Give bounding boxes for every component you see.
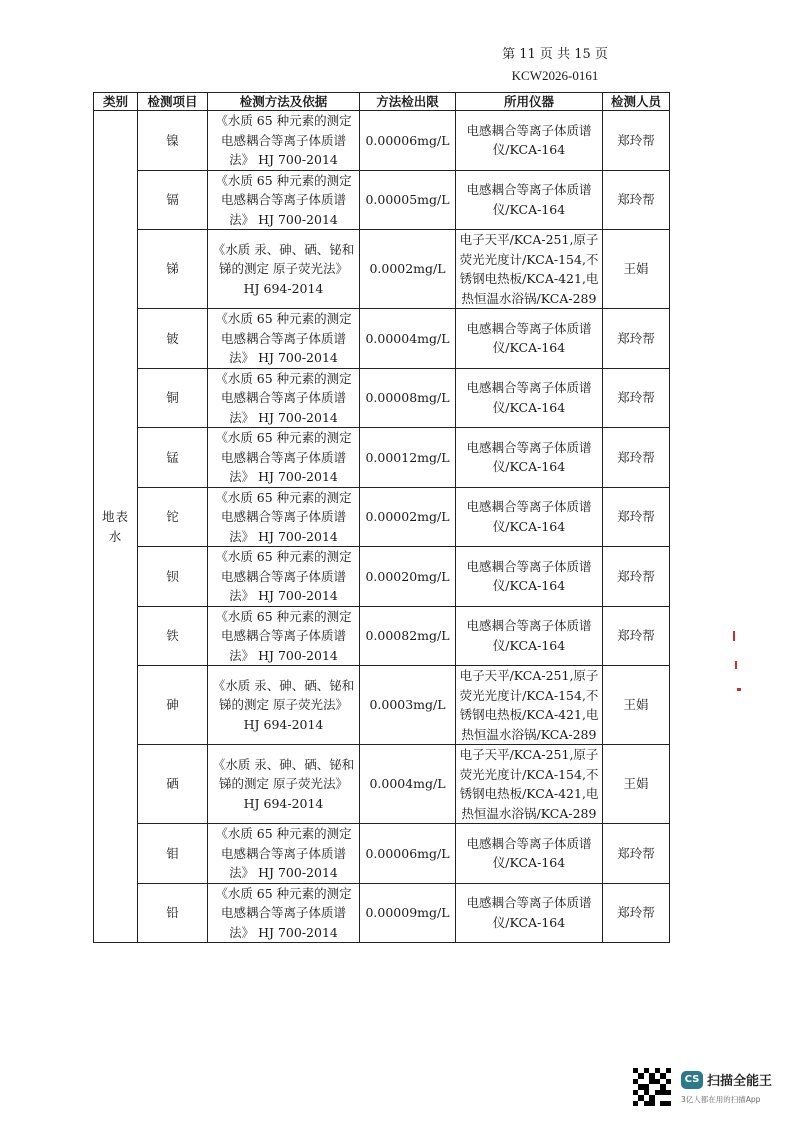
tester-cell: 郑玲帮 [603, 606, 670, 666]
instrument-cell: 电感耦合等离子体质谱仪/KCA-164 [456, 547, 603, 607]
instrument-cell: 电感耦合等离子体质谱仪/KCA-164 [456, 606, 603, 666]
camscanner-watermark [633, 1066, 783, 1110]
method-cell: 《水质 65 种元素的测定电感耦合等离子体质谱法》 HJ 700-2014 [208, 606, 360, 666]
cs-logo-icon: CS [681, 1071, 703, 1089]
item-cell: 铅 [138, 883, 208, 943]
item-cell: 铜 [138, 368, 208, 428]
instrument-cell: 电感耦合等离子体质谱仪/KCA-164 [456, 487, 603, 547]
table-row [94, 309, 670, 369]
item-cell: 铍 [138, 309, 208, 369]
limit-cell: 0.0004mg/L [360, 745, 456, 824]
method-cell: 《水质 65 种元素的测定电感耦合等离子体质谱法》 HJ 700-2014 [208, 824, 360, 884]
table-row [94, 606, 670, 666]
instrument-cell: 电感耦合等离子体质谱仪/KCA-164 [456, 824, 603, 884]
tester-cell: 王娟 [603, 666, 670, 745]
limit-cell: 0.00012mg/L [360, 428, 456, 488]
method-cell: 《水质 汞、砷、硒、铋和锑的测定 原子荧光法》 HJ 694-2014 [208, 230, 360, 309]
method-cell: 《水质 65 种元素的测定电感耦合等离子体质谱法》 HJ 700-2014 [208, 883, 360, 943]
col-header-item: 检测项目 [138, 93, 208, 111]
instrument-cell: 电子天平/KCA-251,原子荧光光度计/KCA-154,不锈钢电热板/KCA-421,电热恒温水浴锅/KCA-289 [456, 745, 603, 824]
limit-cell: 0.0003mg/L [360, 666, 456, 745]
tester-cell: 郑玲帮 [603, 428, 670, 488]
item-cell: 锑 [138, 230, 208, 309]
item-cell: 硒 [138, 745, 208, 824]
table-row [94, 428, 670, 488]
method-cell: 《水质 65 种元素的测定电感耦合等离子体质谱法》 HJ 700-2014 [208, 428, 360, 488]
col-header-instrument: 所用仪器 [456, 93, 603, 111]
table-row [94, 883, 670, 943]
item-cell: 砷 [138, 666, 208, 745]
qr-code-icon [633, 1068, 671, 1106]
tester-cell: 郑玲帮 [603, 170, 670, 230]
table-row [94, 824, 670, 884]
limit-cell: 0.0002mg/L [360, 230, 456, 309]
method-cell: 《水质 65 种元素的测定电感耦合等离子体质谱法》 HJ 700-2014 [208, 170, 360, 230]
table-row [94, 230, 670, 309]
col-header-method: 检测方法及依据 [208, 93, 360, 111]
limit-cell: 0.00006mg/L [360, 111, 456, 171]
item-cell: 镍 [138, 111, 208, 171]
item-cell: 铁 [138, 606, 208, 666]
limit-cell: 0.00009mg/L [360, 883, 456, 943]
report-code: KCW2026-0161 [511, 68, 599, 83]
edge-mark [733, 631, 735, 641]
item-cell: 钡 [138, 547, 208, 607]
method-cell: 《水质 65 种元素的测定电感耦合等离子体质谱法》 HJ 700-2014 [208, 368, 360, 428]
limit-cell: 0.00005mg/L [360, 170, 456, 230]
instrument-cell: 电子天平/KCA-251,原子荧光光度计/KCA-154,不锈钢电热板/KCA-421,电热恒温水浴锅/KCA-289 [456, 666, 603, 745]
category-cell: 地表水 [94, 111, 138, 943]
table-row [94, 666, 670, 745]
instrument-cell: 电子天平/KCA-251,原子荧光光度计/KCA-154,不锈钢电热板/KCA-421,电热恒温水浴锅/KCA-289 [456, 230, 603, 309]
instrument-cell: 电感耦合等离子体质谱仪/KCA-164 [456, 368, 603, 428]
tester-cell: 王娟 [603, 230, 670, 309]
method-cell: 《水质 65 种元素的测定电感耦合等离子体质谱法》 HJ 700-2014 [208, 111, 360, 171]
table-row [94, 487, 670, 547]
item-cell: 铊 [138, 487, 208, 547]
tester-cell: 郑玲帮 [603, 111, 670, 171]
col-header-category: 类别 [94, 93, 138, 111]
table-row [94, 368, 670, 428]
limit-cell: 0.00008mg/L [360, 368, 456, 428]
col-header-limit: 方法检出限 [360, 93, 456, 111]
instrument-cell: 电感耦合等离子体质谱仪/KCA-164 [456, 428, 603, 488]
instrument-cell: 电感耦合等离子体质谱仪/KCA-164 [456, 111, 603, 171]
edge-mark [735, 661, 737, 669]
edge-mark [737, 688, 741, 691]
tester-cell: 郑玲帮 [603, 487, 670, 547]
table-header-row [94, 93, 670, 111]
tester-cell: 郑玲帮 [603, 368, 670, 428]
table-row [94, 170, 670, 230]
table-row [94, 745, 670, 824]
table-row [94, 111, 670, 171]
instrument-cell: 电感耦合等离子体质谱仪/KCA-164 [456, 170, 603, 230]
limit-cell: 0.00082mg/L [360, 606, 456, 666]
tester-cell: 王娟 [603, 745, 670, 824]
col-header-tester: 检测人员 [603, 93, 670, 111]
method-cell: 《水质 65 种元素的测定电感耦合等离子体质谱法》 HJ 700-2014 [208, 309, 360, 369]
brand-name: 扫描全能王 [707, 1074, 773, 1089]
tester-cell: 郑玲帮 [603, 883, 670, 943]
table-row [94, 547, 670, 607]
brand-tagline: 3亿人都在用的扫描App [681, 1095, 761, 1104]
instrument-cell: 电感耦合等离子体质谱仪/KCA-164 [456, 309, 603, 369]
limit-cell: 0.00020mg/L [360, 547, 456, 607]
limit-cell: 0.00004mg/L [360, 309, 456, 369]
item-cell: 锰 [138, 428, 208, 488]
tester-cell: 郑玲帮 [603, 309, 670, 369]
method-cell: 《水质 汞、砷、硒、铋和锑的测定 原子荧光法》 HJ 694-2014 [208, 745, 360, 824]
tester-cell: 郑玲帮 [603, 547, 670, 607]
limit-cell: 0.00002mg/L [360, 487, 456, 547]
method-cell: 《水质 汞、砷、硒、铋和锑的测定 原子荧光法》 HJ 694-2014 [208, 666, 360, 745]
page-number: 第 11 页 共 15 页 [502, 47, 608, 62]
limit-cell: 0.00006mg/L [360, 824, 456, 884]
method-cell: 《水质 65 种元素的测定电感耦合等离子体质谱法》 HJ 700-2014 [208, 487, 360, 547]
detection-table [93, 92, 670, 943]
instrument-cell: 电感耦合等离子体质谱仪/KCA-164 [456, 883, 603, 943]
item-cell: 钼 [138, 824, 208, 884]
method-cell: 《水质 65 种元素的测定电感耦合等离子体质谱法》 HJ 700-2014 [208, 547, 360, 607]
tester-cell: 郑玲帮 [603, 824, 670, 884]
item-cell: 镉 [138, 170, 208, 230]
